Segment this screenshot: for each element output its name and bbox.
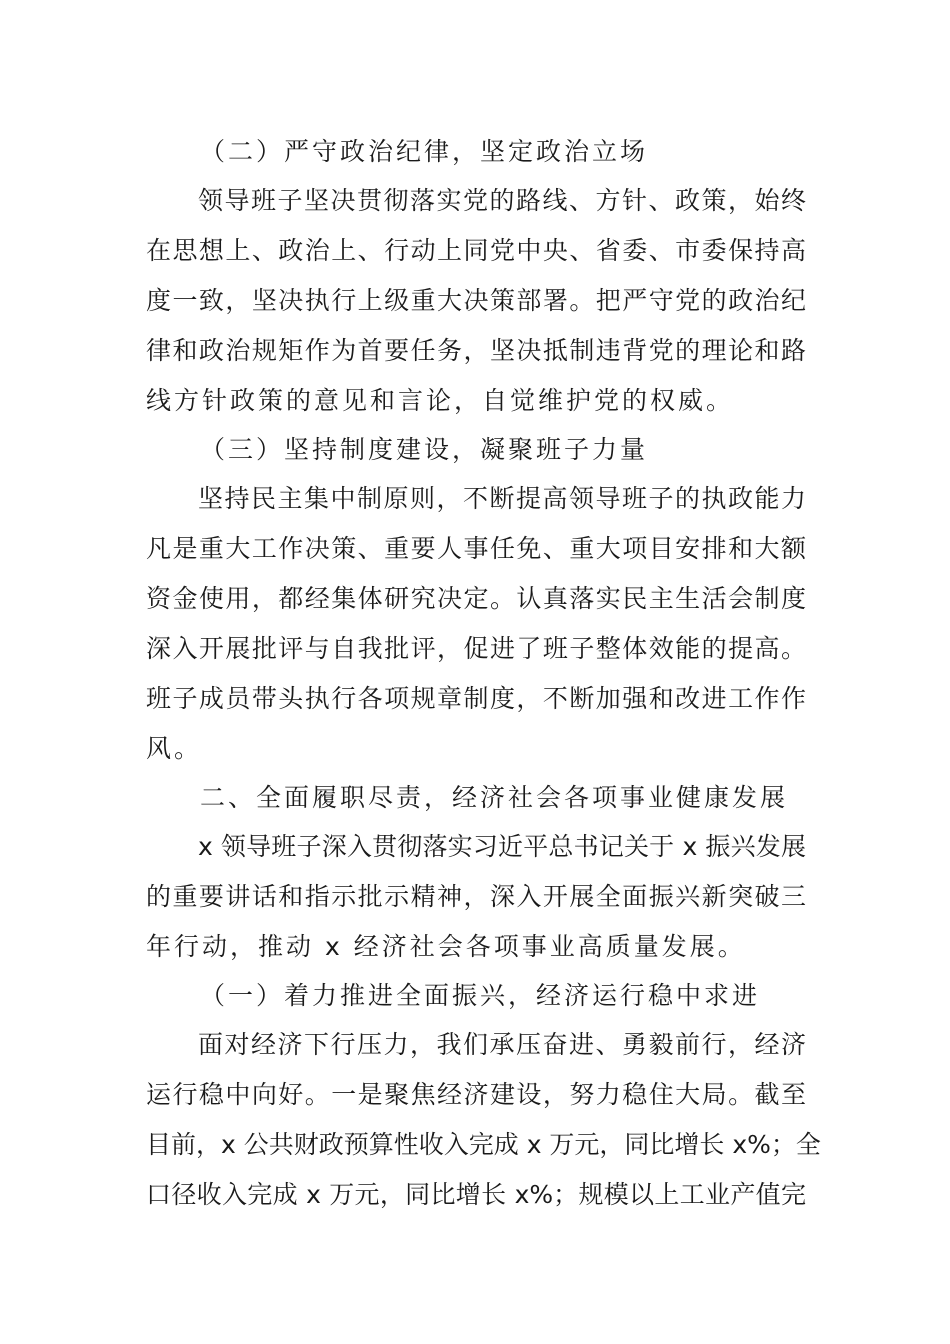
paragraph-line: 坚持民主集中制原则，不断提高领导班子的执政能力 (198, 484, 806, 513)
section-heading-2: （二）严守政治纪律，坚定政治立场 (200, 137, 649, 166)
section-heading-3: （三）坚持制度建设，凝聚班子力量 (200, 435, 649, 464)
paragraph-line: 度一致，坚决执行上级重大决策部署。把严守党的政治纪 (146, 286, 806, 315)
paragraph-line: 目前，x 公共财政预算性收入完成 x 万元，同比增长 x%；全 (146, 1130, 821, 1159)
paragraph-line: 资金使用，都经集体研究决定。认真落实民主生活会制度 (146, 584, 806, 613)
paragraph-line: 律和政治规矩作为首要任务，坚决抵制违背党的理论和路 (146, 336, 806, 365)
paragraph-line: 面对经济下行压力，我们承压奋进、勇毅前行，经济 (198, 1030, 806, 1059)
paragraph-line: 线方针政策的意见和言论，自觉维护党的权威。 (146, 386, 735, 415)
paragraph-line: 口径收入完成 x 万元，同比增长 x%；规模以上工业产值完 (146, 1180, 806, 1209)
paragraph-line: 领导班子坚决贯彻落实党的路线、方针、政策，始终 (198, 186, 806, 215)
paragraph-line: 深入开展批评与自我批评，促进了班子整体效能的提高。 (146, 634, 806, 663)
paragraph-line: 的重要讲话和指示批示精神，深入开展全面振兴新突破三 (146, 882, 806, 911)
section-heading-1: （一）着力推进全面振兴，经济运行稳中求进 (200, 981, 761, 1010)
chapter-heading-2: 二、全面履职尽责，经济社会各项事业健康发展 (200, 783, 789, 812)
paragraph-line: 年行动，推动 x 经济社会各项事业高质量发展。 (146, 932, 746, 961)
paragraph-line: 班子成员带头执行各项规章制度，不断加强和改进工作作 (146, 684, 806, 713)
paragraph-line: 凡是重大工作决策、重要人事任免、重大项目安排和大额 (146, 534, 806, 563)
paragraph-line: 运行稳中向好。一是聚焦经济建设，努力稳住大局。截至 (146, 1080, 806, 1109)
paragraph-line: 风。 (146, 734, 203, 763)
paragraph-line: 在思想上、政治上、行动上同党中央、省委、市委保持高 (146, 236, 806, 265)
paragraph-line: x 领导班子深入贯彻落实习近平总书记关于 x 振兴发展 (198, 832, 806, 861)
